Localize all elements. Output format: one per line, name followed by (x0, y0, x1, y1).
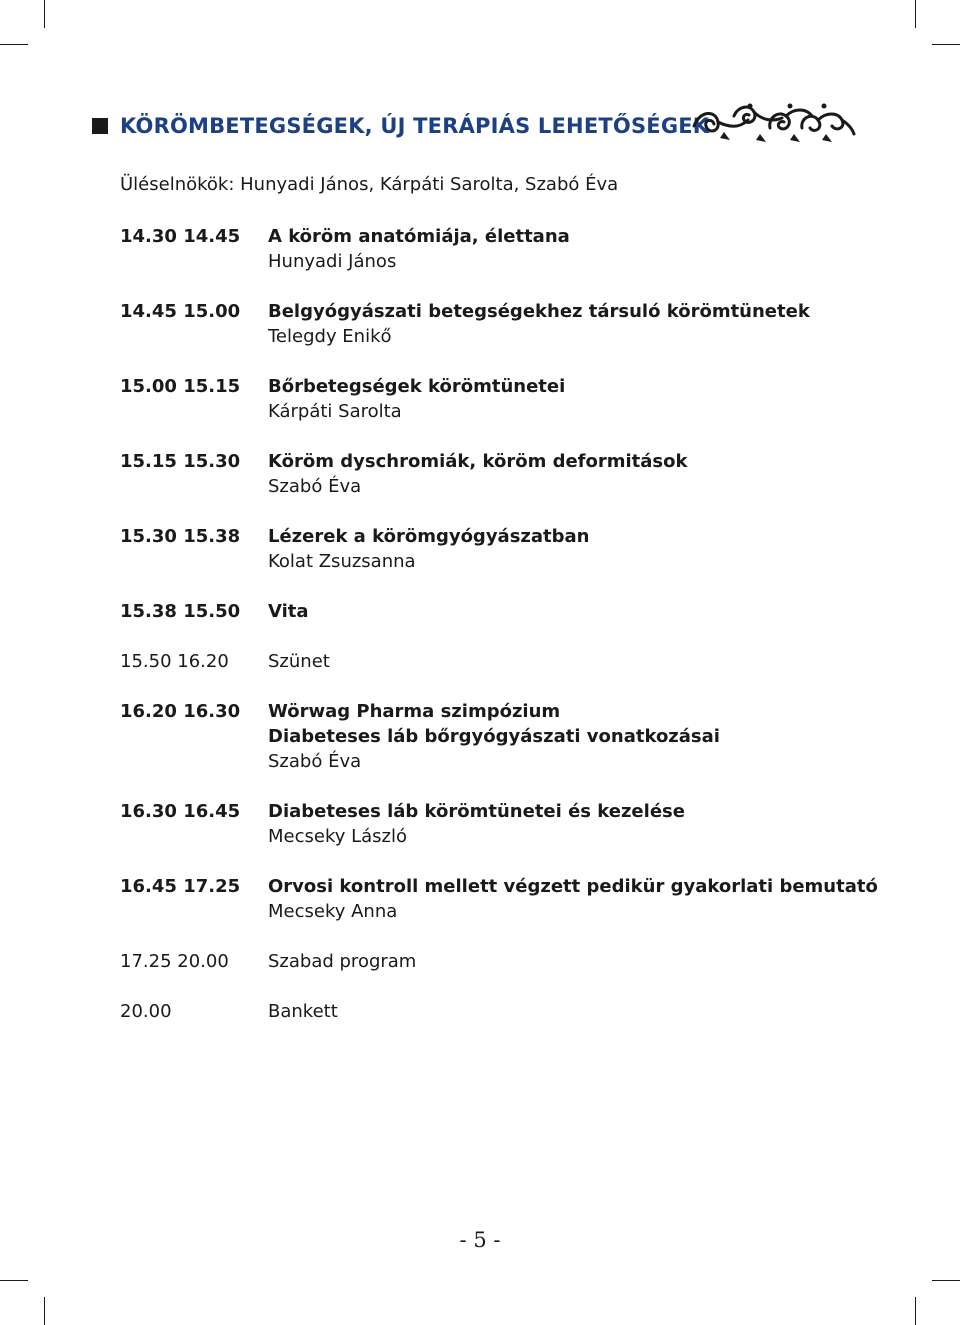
entry-title: Lézerek a körömgyógyászatban (268, 526, 590, 547)
entry-details (268, 699, 860, 774)
section-title: KÖRÖMBETEGSÉGEK, ÚJ TERÁPIÁS LEHETŐSÉGEK (120, 114, 710, 138)
entry-speaker: Telegdy Enikő (268, 326, 392, 347)
floral-ornament-icon (690, 98, 858, 148)
crop-mark-top-left-h (0, 44, 28, 45)
entry-time: 14.30 14.45 (120, 226, 241, 247)
entry-time: 15.38 15.50 (120, 601, 241, 622)
schedule-entry (120, 299, 860, 349)
entry-speaker: Szabó Éva (268, 476, 362, 497)
entry-title: Köröm dyschromiák, köröm deformitások (268, 451, 688, 472)
schedule-entry (120, 999, 860, 1024)
entry-details (268, 224, 860, 274)
schedule-entry (120, 449, 860, 499)
crop-mark-bottom-left-h (0, 1280, 28, 1281)
entry-time: 15.30 15.38 (120, 526, 241, 547)
entry-details (268, 449, 860, 499)
entry-title: Szünet (268, 651, 330, 672)
entry-title: Belgyógyászati betegségekhez társuló körömtünetek (268, 301, 810, 322)
entry-speaker: Szabó Éva (268, 751, 362, 772)
entry-title: Vita (268, 601, 309, 622)
entry-speaker: Mecseky Anna (268, 901, 398, 922)
entry-time: 17.25 20.00 (120, 951, 229, 972)
schedule-entry (120, 799, 860, 849)
schedule-entry (120, 599, 860, 624)
schedule-entry (120, 874, 878, 924)
entry-speaker: Mecseky László (268, 826, 408, 847)
entry-title: Bankett (268, 1001, 338, 1022)
entry-details (268, 874, 878, 924)
schedule-entry (120, 699, 860, 774)
entry-title: Wörwag Pharma szimpózium (268, 701, 561, 722)
entry-details (268, 999, 860, 1024)
schedule-entry (120, 949, 860, 974)
entry-title: A köröm anatómiája, élettana (268, 226, 570, 247)
entry-speaker: Kolat Zsuzsanna (268, 551, 416, 572)
entry-details (268, 799, 860, 849)
crop-mark-top-left-v (44, 0, 45, 28)
entry-time: 15.15 15.30 (120, 451, 241, 472)
schedule-entry (120, 374, 860, 424)
crop-mark-bottom-left-v (44, 1297, 45, 1325)
page-number: - 5 - (459, 1228, 501, 1252)
schedule-entry (120, 649, 860, 674)
crop-mark-top-right-h (932, 44, 960, 45)
entry-title: Diabeteses láb körömtünetei és kezelése (268, 801, 685, 822)
entry-time: 16.20 16.30 (120, 701, 241, 722)
entry-subtitle: Diabeteses láb bőrgyógyászati vonatkozásai (268, 726, 720, 747)
entry-speaker: Kárpáti Sarolta (268, 401, 402, 422)
entry-details (268, 949, 860, 974)
entry-time: 15.00 15.15 (120, 376, 241, 397)
session-chairs: Üléselnökök: Hunyadi János, Kárpáti Sarolta, Szabó Éva (120, 174, 619, 195)
entry-time: 20.00 (120, 1001, 172, 1022)
entry-details (268, 649, 860, 674)
crop-mark-top-right-v (915, 0, 916, 28)
entry-title: Orvosi kontroll mellett végzett pedikür gyakorlati bemutató (268, 876, 878, 897)
entry-time: 16.45 17.25 (120, 876, 241, 897)
schedule-entry (120, 524, 860, 574)
crop-mark-bottom-right-v (915, 1297, 916, 1325)
section-header (92, 112, 862, 152)
crop-mark-bottom-right-h (932, 1280, 960, 1281)
entry-details (268, 374, 860, 424)
entry-title: Bőrbetegségek körömtünetei (268, 376, 566, 397)
schedule-entry (120, 224, 860, 274)
entry-time: 16.30 16.45 (120, 801, 241, 822)
entry-time: 14.45 15.00 (120, 301, 241, 322)
entry-details (268, 524, 860, 574)
square-bullet-icon (92, 118, 108, 134)
entry-speaker: Hunyadi János (268, 251, 397, 272)
entry-details (268, 299, 860, 349)
entry-title: Szabad program (268, 951, 417, 972)
schedule-list (120, 224, 878, 1049)
entry-time: 15.50 16.20 (120, 651, 229, 672)
entry-details (268, 599, 860, 624)
